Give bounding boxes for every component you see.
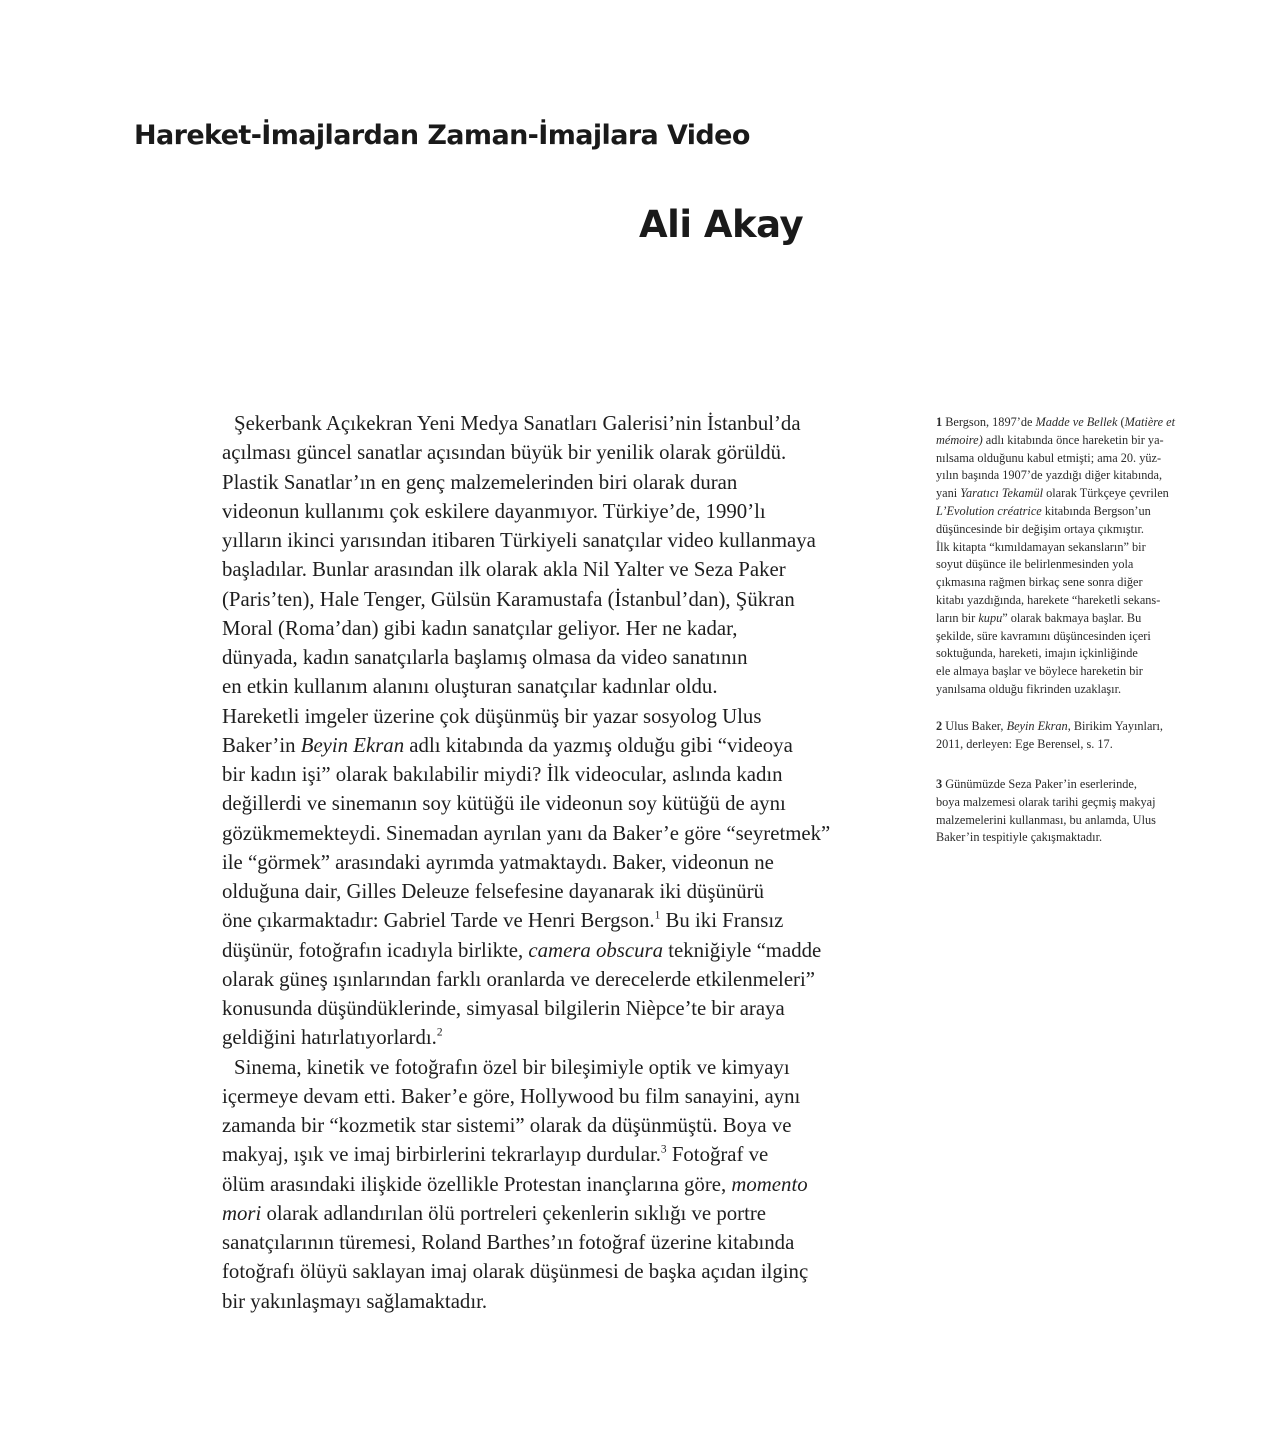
text-run: düşüncesinde bir değişim ortaya çıkmıştır. bbox=[936, 521, 1144, 536]
text-line bbox=[222, 702, 830, 731]
text-line bbox=[936, 829, 1208, 847]
text-run: değillerdi ve sinemanın soy kütüğü ile videonun soy kütüğü de aynı bbox=[222, 792, 786, 816]
text-run: bir kadın işi” olarak bakılabilir miydi? İlk videocular, aslında kadın bbox=[222, 763, 783, 786]
footnote-2 bbox=[936, 718, 1208, 754]
text-run: olarak güneş ışınlarından farklı oranlarda ve derecelerde etkilenmeleri” bbox=[222, 967, 815, 991]
text-line bbox=[222, 1170, 830, 1199]
text-run: yani bbox=[936, 486, 961, 501]
text-run: Fotoğraf ve bbox=[666, 1143, 769, 1167]
text-run: Plastik Sanatlar’ın en genç malzemelerinden biri olarak duran bbox=[222, 470, 738, 494]
italic-text: Beyin Ekran bbox=[1006, 719, 1068, 733]
main-text bbox=[222, 409, 830, 1316]
italic-text: Madde ve Bellek bbox=[1035, 415, 1118, 429]
text-run: soyut düşünce ile belirlenmesinden yola bbox=[936, 557, 1134, 572]
italic-text: momento bbox=[731, 1172, 808, 1196]
text-line bbox=[222, 965, 830, 994]
text-run: adlı kitabında da yazmış olduğu gibi “videoya bbox=[404, 733, 793, 757]
text-run: ölüm arasındaki ilişkide özellikle Protestan inançlarına göre, bbox=[222, 1172, 732, 1196]
footnote-number: 2 bbox=[936, 719, 943, 733]
text-run: Moral (Roma’dan) gibi kadın sanatçılar geliyor. Her ne kadar, bbox=[222, 616, 738, 640]
text-run: Baker’in bbox=[222, 733, 301, 757]
text-run: öne çıkarmaktadır: Gabriel Tarde ve Henri Bergson. bbox=[222, 909, 655, 933]
italic-text: kupu bbox=[978, 610, 1003, 625]
text-run: başladılar. Bunlar arasından ilk olarak akla Nil Yalter ve Seza Paker bbox=[222, 558, 786, 582]
italic-text: Matière et bbox=[1124, 415, 1176, 429]
text-run: yılın başında 1907’de yazdığı diğer kitabında, bbox=[936, 468, 1163, 483]
text-line bbox=[222, 497, 830, 526]
italic-text: mémoire) bbox=[936, 432, 983, 447]
text-line bbox=[222, 468, 830, 497]
text-line bbox=[936, 610, 1208, 628]
text-run: zamanda bir “kozmetik star sistemi” olarak da düşünmüştü. Boya ve bbox=[222, 1114, 792, 1137]
text-line bbox=[222, 936, 830, 965]
article-title: Hareket-İmajlardan Zaman-İmajlara Video bbox=[134, 120, 750, 151]
text-line bbox=[222, 1082, 830, 1111]
text-run: Sinema, kinetik ve fotoğrafın özel bir bileşimiyle optik ve kimyayı bbox=[234, 1055, 790, 1079]
text-line bbox=[222, 672, 830, 701]
text-run: Ulus Baker, bbox=[942, 719, 1007, 733]
text-run: Hareketli imgeler üzerine çok düşünmüş bir yazar sosyolog Ulus bbox=[222, 704, 762, 728]
text-line bbox=[222, 643, 830, 672]
text-line bbox=[222, 585, 830, 614]
text-line bbox=[936, 812, 1208, 830]
text-line bbox=[936, 736, 1208, 754]
text-line bbox=[222, 614, 830, 643]
text-line bbox=[936, 450, 1208, 468]
text-line bbox=[222, 438, 830, 467]
text-line bbox=[936, 556, 1208, 574]
footnote-ref: 2 bbox=[436, 1026, 443, 1039]
text-run: gözükmemekteydi. Sinemadan ayrılan yanı da Baker’e göre “seyretmek” bbox=[222, 821, 831, 845]
text-run: tekniğiyle “madde bbox=[663, 938, 822, 962]
text-run: şekilde, süre kavramını düşüncesinden içeri bbox=[936, 628, 1151, 643]
text-line bbox=[222, 789, 830, 818]
text-run: ( bbox=[1117, 415, 1125, 429]
text-run: içermeye devam etti. Baker’e göre, Hollywood bu film sanayini, aynı bbox=[222, 1084, 801, 1108]
text-run: yanılsama olduğu fikrinden uzaklaşır. bbox=[936, 681, 1122, 696]
text-run: kitabında Bergson’un bbox=[1041, 503, 1151, 518]
text-run: konusunda düşündüklerinde, simyasal bilgilerin Nièpce’te bir araya bbox=[222, 997, 785, 1020]
italic-text: camera obscura bbox=[528, 938, 664, 962]
text-line bbox=[936, 414, 1208, 432]
text-run: , Birikim Yayınları, bbox=[1067, 719, 1163, 733]
text-run: makyaj, ışık ve imaj birbirlerini tekrarlayıp durdular. bbox=[222, 1143, 661, 1167]
text-run: fotoğrafı ölüyü saklayan imaj olarak düşünmesi de başka açıdan ilginç bbox=[222, 1260, 809, 1284]
text-line bbox=[936, 503, 1208, 521]
italic-text: L’Evolution créatrice bbox=[936, 503, 1042, 518]
text-run: bir yakınlaşmayı sağlamaktadır. bbox=[222, 1289, 488, 1313]
text-run: çıkmasına rağmen birkaç sene sonra diğer bbox=[936, 575, 1143, 590]
footnote-1 bbox=[936, 414, 1208, 699]
text-run: olarak Türkçeye çevrilen bbox=[1043, 486, 1169, 501]
text-run: sanatçılarının türemesi, Roland Barthes’ın fotoğraf üzerine kitabında bbox=[222, 1231, 795, 1254]
text-line bbox=[936, 628, 1208, 646]
text-line bbox=[222, 994, 830, 1023]
text-run: kitabı yazdığında, harekete “hareketli sekans- bbox=[936, 592, 1161, 607]
text-run: Şekerbank Açıkekran Yeni Medya Sanatları Galerisi’nin İstanbul’da bbox=[234, 412, 801, 435]
text-run: ile “görmek” arasındaki ayrımda yatmaktaydı. Baker, videonun ne bbox=[222, 850, 774, 874]
text-line bbox=[222, 1053, 830, 1082]
text-run: olarak adlandırılan ölü portreleri çekenlerin sıklığı ve portre bbox=[261, 1201, 767, 1225]
text-line bbox=[222, 731, 830, 760]
text-run: en etkin kullanım alanını oluşturan sanatçılar kadınlar oldu. bbox=[222, 675, 718, 699]
text-line bbox=[222, 555, 830, 584]
text-run: yılların ikinci yarısından itibaren Türkiyeli sanatçılar video kullanmaya bbox=[222, 529, 816, 552]
footnote-number: 3 bbox=[936, 777, 943, 791]
text-run: malzemelerini kullanması, bu anlamda, Ulus bbox=[936, 812, 1156, 827]
text-line bbox=[936, 521, 1208, 539]
text-run: düşünür, fotoğrafın icadıyla birlikte, bbox=[222, 938, 529, 962]
text-run: ların bir bbox=[936, 610, 979, 625]
text-run: Bu iki Fransız bbox=[660, 909, 784, 933]
text-line bbox=[222, 526, 830, 555]
text-line bbox=[936, 592, 1208, 610]
text-run: soktuğunda, hareketi, imajın içkinliğinde bbox=[936, 646, 1138, 661]
text-line bbox=[936, 663, 1208, 681]
text-line bbox=[222, 906, 830, 935]
text-run: boya malzemesi olarak tarihi geçmiş makyaj bbox=[936, 794, 1156, 809]
text-line bbox=[936, 574, 1208, 592]
text-line bbox=[936, 645, 1208, 663]
text-run: İlk kitapta “kımıldamayan sekansların” bir bbox=[936, 539, 1146, 554]
text-line bbox=[222, 409, 830, 438]
text-run: 2011, derleyen: Ege Berensel, s. 17. bbox=[936, 736, 1113, 751]
footnote-ref: 3 bbox=[660, 1143, 667, 1156]
text-line bbox=[936, 794, 1208, 812]
text-line bbox=[936, 432, 1208, 450]
text-run: (Paris’ten), Hale Tenger, Gülsün Karamustafa (İstanbul’dan), Şükran bbox=[222, 587, 795, 611]
text-line bbox=[222, 877, 830, 906]
text-run: ele almaya başlar ve böylece hareketin bir bbox=[936, 664, 1143, 679]
text-line bbox=[936, 539, 1208, 557]
text-line bbox=[222, 1287, 830, 1316]
text-run: adlı kitabında önce hareketin bir ya- bbox=[982, 432, 1164, 447]
text-line bbox=[222, 1111, 830, 1140]
text-line bbox=[222, 1257, 830, 1286]
text-line bbox=[222, 1023, 830, 1052]
author-name: Ali Akay bbox=[639, 203, 804, 246]
text-line bbox=[222, 1199, 830, 1228]
italic-text: Beyin Ekran bbox=[300, 733, 405, 757]
text-line bbox=[936, 718, 1208, 736]
text-line bbox=[936, 485, 1208, 503]
footnote-number: 1 bbox=[936, 415, 943, 429]
text-run: açılması güncel sanatlar açısından büyük bir yenilik olarak görüldü. bbox=[222, 441, 787, 465]
text-run: geldiğini hatırlatıyorlardı. bbox=[222, 1026, 437, 1050]
text-line bbox=[222, 1228, 830, 1257]
text-run: Günümüzde Seza Paker’in eserlerinde, bbox=[942, 777, 1137, 791]
text-line bbox=[222, 819, 830, 848]
text-run: ” olarak bakmaya başlar. Bu bbox=[1002, 610, 1142, 625]
text-line bbox=[936, 467, 1208, 485]
text-run: Baker’in tespitiyle çakışmaktadır. bbox=[936, 830, 1103, 845]
text-line bbox=[222, 760, 830, 789]
footnote-3 bbox=[936, 776, 1208, 847]
text-line bbox=[222, 848, 830, 877]
italic-text: Yaratıcı Tekamül bbox=[960, 486, 1044, 501]
text-line bbox=[936, 776, 1208, 794]
text-run: dünyada, kadın sanatçılarla başlamış olmasa da video sanatının bbox=[222, 646, 748, 669]
text-line bbox=[222, 1140, 830, 1169]
text-run: olduğuna dair, Gilles Deleuze felsefesine dayanarak iki düşünürü bbox=[222, 880, 765, 903]
text-line bbox=[936, 681, 1208, 699]
text-run: nılsama olduğunu kabul etmişti; ama 20. yüz- bbox=[936, 450, 1162, 465]
footnote-ref: 1 bbox=[654, 909, 661, 922]
italic-text: mori bbox=[222, 1201, 262, 1225]
text-run: Bergson, 1897’de bbox=[942, 415, 1036, 429]
text-run: videonun kullanımı çok eskilere dayanmıyor. Türkiye’de, 1990’lı bbox=[222, 499, 766, 523]
